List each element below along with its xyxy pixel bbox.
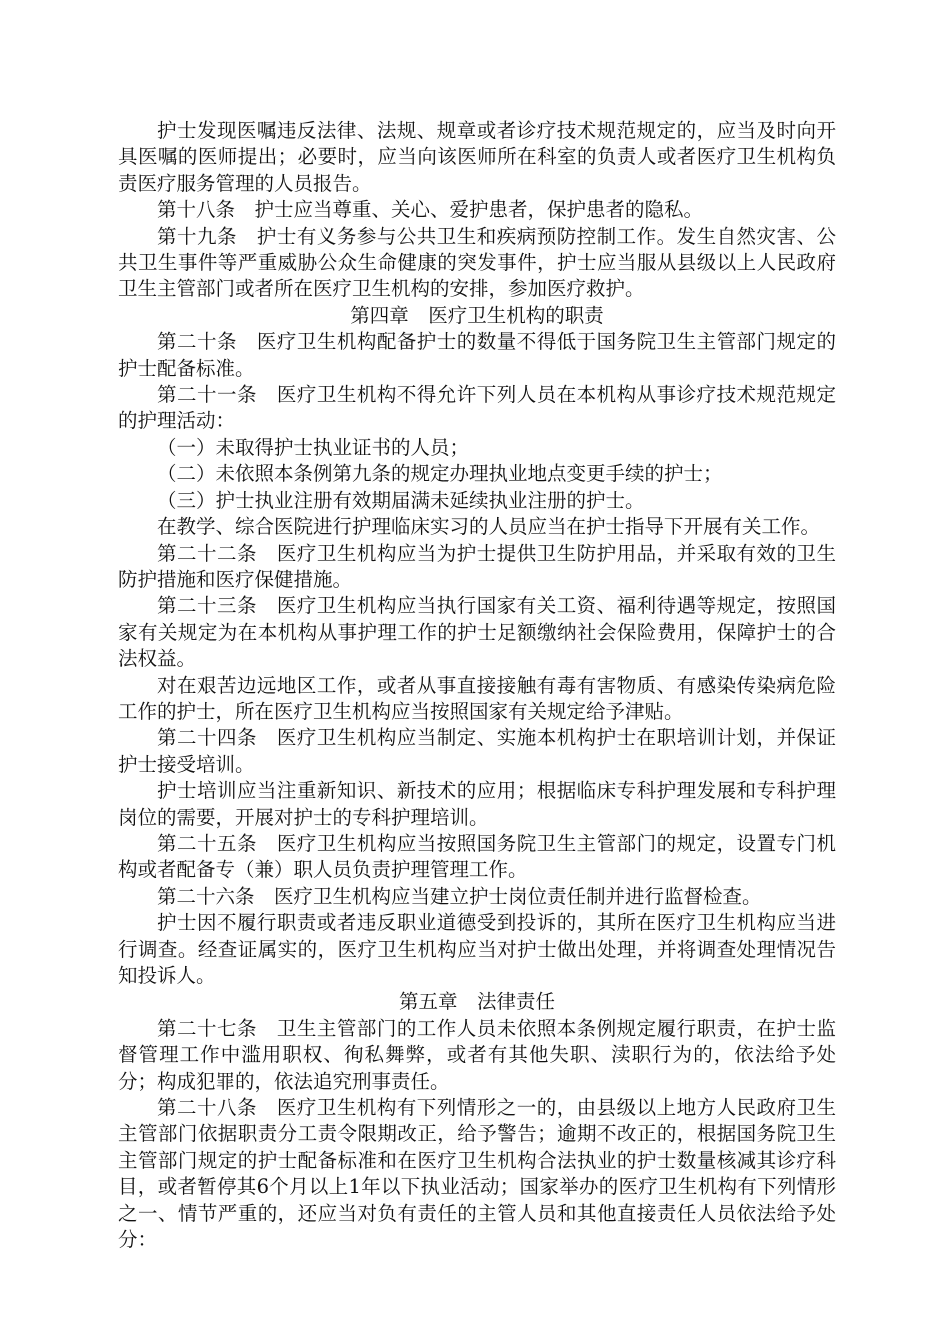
paragraph-article-26: 第二十六条 医疗卫生机构应当建立护士岗位责任制并进行监督检查。: [157, 884, 762, 908]
list-item-1: （一）未取得护士执业证书的人员；: [157, 435, 470, 459]
paragraph-remote-allowance: 对在艰苦边远地区工作，或者从事直接接触有毒有害物质、有感染传染病危险工作的护士，所在医疗卫生机构应当按照国家有关规定给予津贴。: [118, 673, 836, 723]
paragraph-complaints: 护士因不履行职责或者违反职业道德受到投诉的，其所在医疗卫生机构应当进行调查。经查证属实的，医疗卫生机构应当对护士做出处理，并将调查处理情况告知投诉人。: [118, 911, 836, 987]
chapter-4-heading: 第四章 医疗卫生机构的职责: [350, 303, 604, 327]
paragraph-article-21: 第二十一条 医疗卫生机构不得允许下列人员在本机构从事诊疗技术规范规定的护理活动：: [118, 383, 836, 433]
paragraph-article-19: 第十九条 护士有义务参与公共卫生和疾病预防控制工作。发生自然灾害、公共卫生事件等严重威胁公众生命健康的突发事件，护士应当服从县级以上人民政府卫生主管部门或者所在医疗卫生机构的安排，参加医疗救护。: [118, 224, 836, 301]
paragraph-nurse-report-duty: 护士发现医嘱违反法律、法规、规章或者诊疗技术规范规定的，应当及时向开具医嘱的医师提出；必要时，应当向该医师所在科室的负责人或者医疗卫生机构负责医疗服务管理的人员报告。: [118, 119, 836, 195]
document-body: [118, 118, 836, 1253]
paragraph-article-18: 第十八条 护士应当尊重、关心、爱护患者，保护患者的隐私。: [157, 198, 704, 222]
paragraph-article-28: 第二十八条 医疗卫生机构有下列情形之一的，由县级以上地方人民政府卫生主管部门依据职责分工责令限期改正，给予警告；逾期不改正的，根据国务院卫生主管部门规定的护士配备标准和在医疗卫生机构合法执业的护士数量核减其诊疗科目，或者暂停其6个月以上1年以下执业活动；国家举办的医疗卫生机构有下列情形之一、情节严重的，还应当对负有责任的主管人员和其他直接责任人员依法给予处分：: [118, 1096, 836, 1252]
paragraph-article-23: 第二十三条 医疗卫生机构应当执行国家有关工资、福利待遇等规定，按照国家有关规定为在本机构从事护理工作的护士足额缴纳社会保险费用，保障护士的合法权益。: [118, 594, 836, 671]
chapter-5-heading: 第五章 法律责任: [398, 990, 555, 1014]
paragraph-article-20: 第二十条 医疗卫生机构配备护士的数量不得低于国务院卫生主管部门规定的护士配备标准。: [118, 330, 836, 380]
paragraph-internship: 在教学、综合医院进行护理临床实习的人员应当在护士指导下开展有关工作。: [157, 515, 821, 539]
paragraph-article-24: 第二十四条 医疗卫生机构应当制定、实施本机构护士在职培训计划，并保证护士接受培训。: [118, 726, 836, 776]
list-item-3: （三）护士执业注册有效期届满未延续执业注册的护士。: [157, 488, 645, 512]
paragraph-article-25: 第二十五条 医疗卫生机构应当按照国务院卫生主管部门的规定，设置专门机构或者配备专（兼）职人员负责护理管理工作。: [118, 831, 836, 882]
paragraph-training: 护士培训应当注重新知识、新技术的应用；根据临床专科护理发展和专科护理岗位的需要，开展对护士的专科护理培训。: [118, 779, 836, 829]
list-item-2: （二）未依照本条例第九条的规定办理执业地点变更手续的护士；: [157, 462, 723, 486]
paragraph-article-27: 第二十七条 卫生主管部门的工作人员未依照本条例规定履行职责，在护士监督管理工作中滥用职权、徇私舞弊，或者有其他失职、渎职行为的，依法给予处分；构成犯罪的，依法追究刑事责任。: [118, 1016, 836, 1093]
paragraph-article-22: 第二十二条 医疗卫生机构应当为护士提供卫生防护用品，并采取有效的卫生防护措施和医疗保健措施。: [118, 541, 836, 591]
